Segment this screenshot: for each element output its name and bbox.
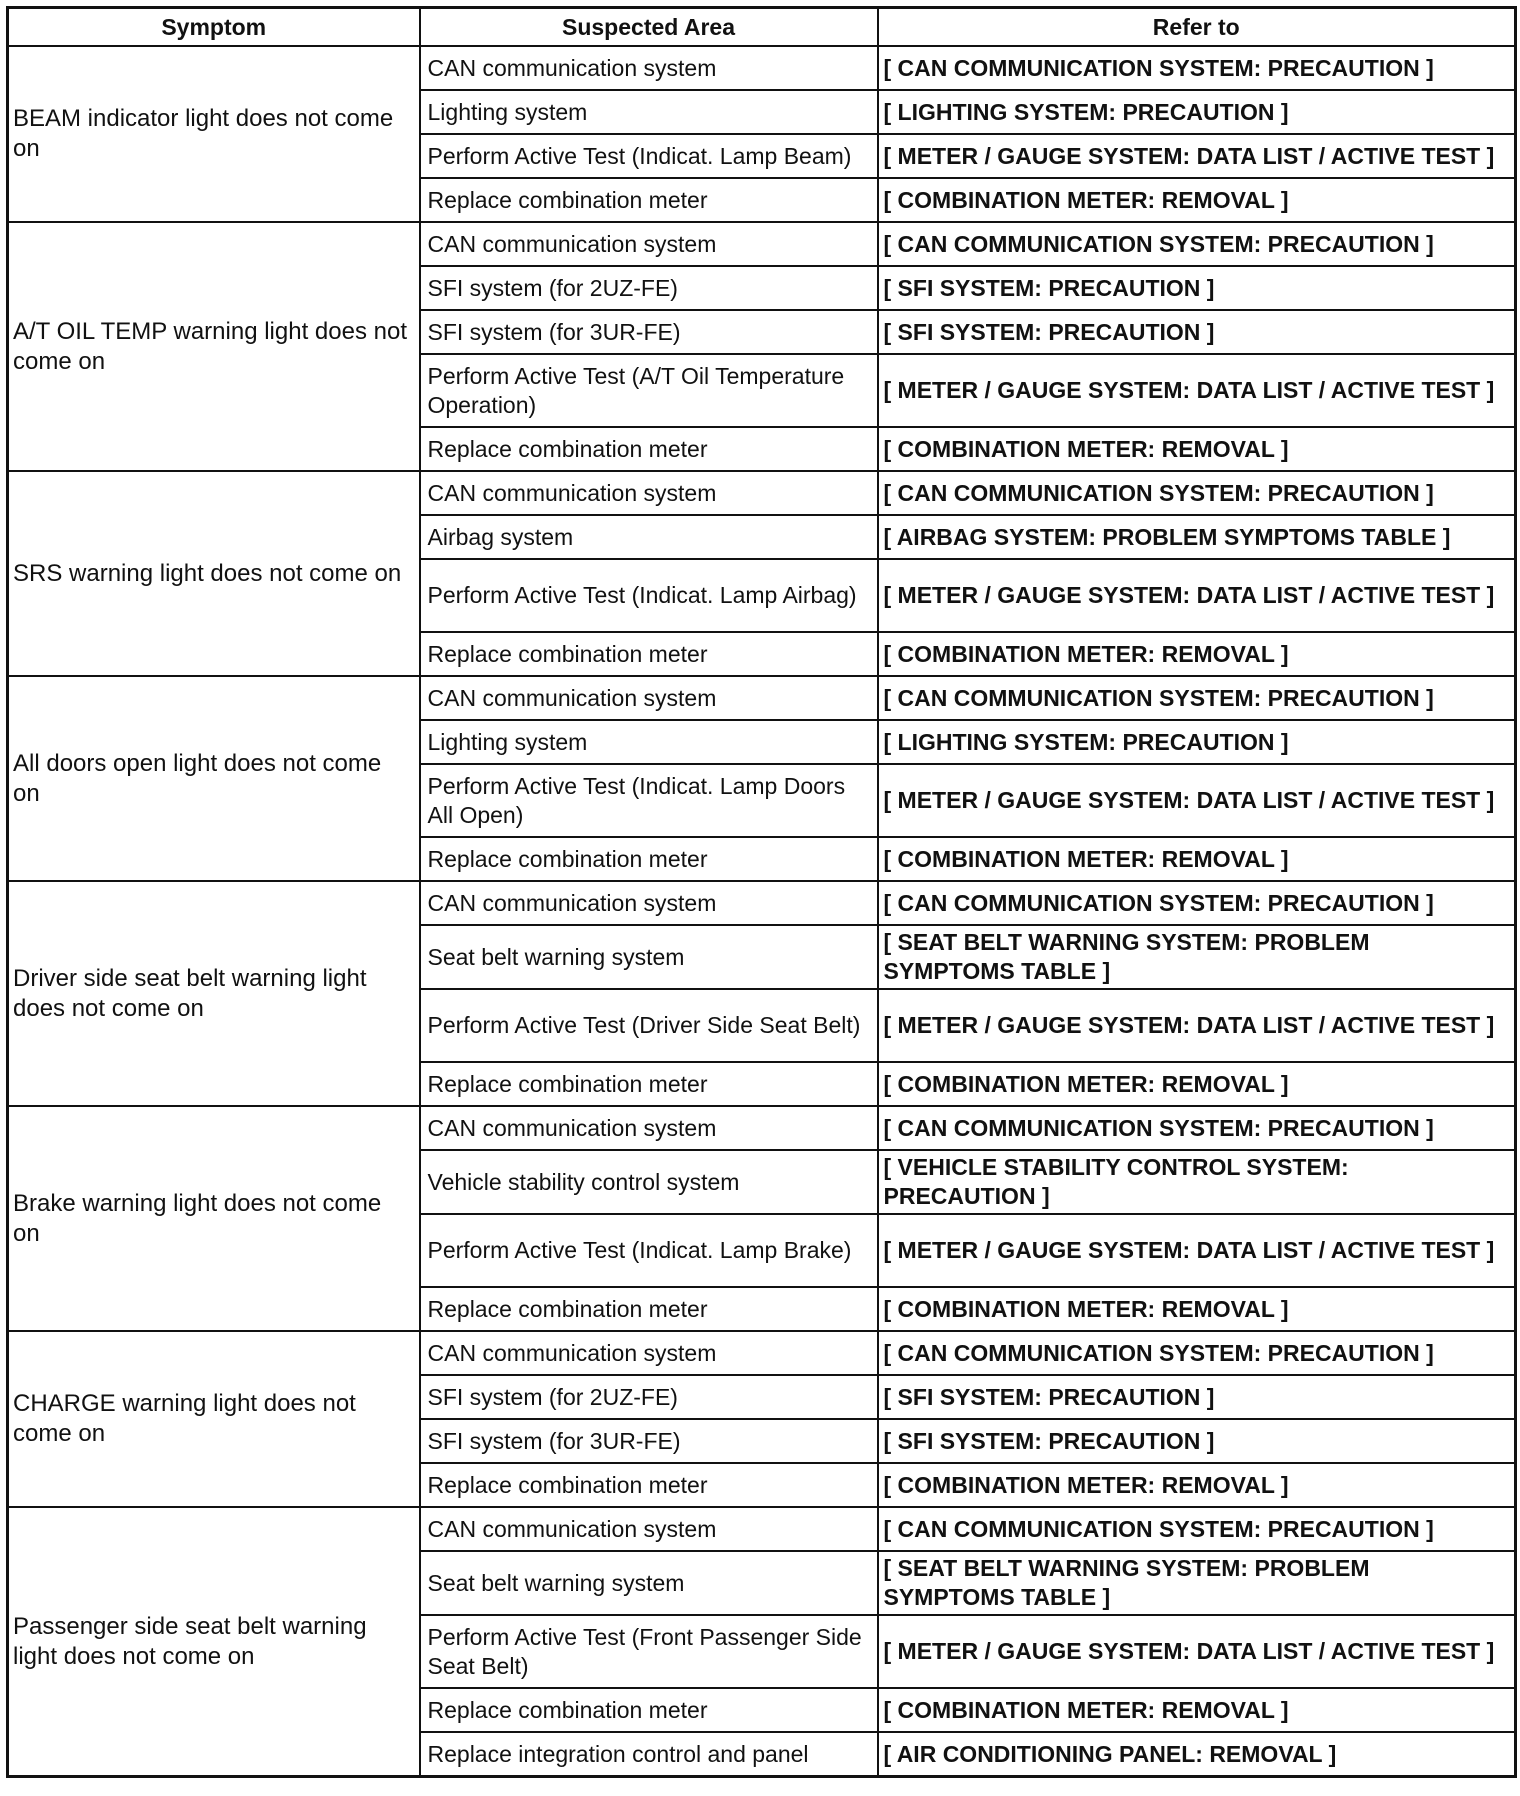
suspected-area-cell: Perform Active Test (Front Passenger Side Seat Belt)	[420, 1615, 878, 1688]
refer-to-link[interactable]: [ CAN COMMUNICATION SYSTEM: PRECAUTION ]	[878, 471, 1516, 515]
symptom-cell: All doors open light does not come on	[8, 676, 420, 881]
header-refer-to: Refer to	[878, 8, 1516, 47]
suspected-area-cell: Seat belt warning system	[420, 925, 878, 989]
suspected-area-cell: Replace combination meter	[420, 1062, 878, 1106]
suspected-area-cell: CAN communication system	[420, 1106, 878, 1150]
refer-to-link[interactable]: [ AIR CONDITIONING PANEL: REMOVAL ]	[878, 1732, 1516, 1777]
refer-to-link[interactable]: [ COMBINATION METER: REMOVAL ]	[878, 1463, 1516, 1507]
symptom-cell: BEAM indicator light does not come on	[8, 46, 420, 222]
suspected-area-cell: SFI system (for 2UZ-FE)	[420, 1375, 878, 1419]
refer-to-link[interactable]: [ COMBINATION METER: REMOVAL ]	[878, 427, 1516, 471]
suspected-area-cell: CAN communication system	[420, 1331, 878, 1375]
table-row	[8, 471, 1516, 515]
table-row	[8, 676, 1516, 720]
refer-to-link[interactable]: [ CAN COMMUNICATION SYSTEM: PRECAUTION ]	[878, 881, 1516, 925]
refer-to-link[interactable]: [ METER / GAUGE SYSTEM: DATA LIST / ACTIVE TEST ]	[878, 134, 1516, 178]
symptom-cell: A/T OIL TEMP warning light does not come on	[8, 222, 420, 471]
suspected-area-cell: Replace combination meter	[420, 837, 878, 881]
refer-to-link[interactable]: [ METER / GAUGE SYSTEM: DATA LIST / ACTIVE TEST ]	[878, 989, 1516, 1062]
symptom-cell: Brake warning light does not come on	[8, 1106, 420, 1331]
refer-to-link[interactable]: [ CAN COMMUNICATION SYSTEM: PRECAUTION ]	[878, 222, 1516, 266]
refer-to-link[interactable]: [ CAN COMMUNICATION SYSTEM: PRECAUTION ]	[878, 46, 1516, 90]
refer-to-link[interactable]: [ COMBINATION METER: REMOVAL ]	[878, 178, 1516, 222]
refer-to-link[interactable]: [ SFI SYSTEM: PRECAUTION ]	[878, 310, 1516, 354]
suspected-area-cell: Perform Active Test (Indicat. Lamp Brake)	[420, 1214, 878, 1287]
suspected-area-cell: Perform Active Test (Indicat. Lamp Airbag)	[420, 559, 878, 632]
refer-to-link[interactable]: [ COMBINATION METER: REMOVAL ]	[878, 632, 1516, 676]
suspected-area-cell: CAN communication system	[420, 471, 878, 515]
suspected-area-cell: Replace combination meter	[420, 632, 878, 676]
refer-to-link[interactable]: [ SFI SYSTEM: PRECAUTION ]	[878, 1419, 1516, 1463]
refer-to-link[interactable]: [ METER / GAUGE SYSTEM: DATA LIST / ACTIVE TEST ]	[878, 1214, 1516, 1287]
suspected-area-cell: CAN communication system	[420, 46, 878, 90]
refer-to-link[interactable]: [ SEAT BELT WARNING SYSTEM: PROBLEM SYMPTOMS TABLE ]	[878, 1551, 1516, 1615]
table-row	[8, 1106, 1516, 1150]
problem-symptoms-table	[6, 6, 1517, 1778]
symptom-cell: CHARGE warning light does not come on	[8, 1331, 420, 1507]
header-symptom: Symptom	[8, 8, 420, 47]
table-row	[8, 46, 1516, 90]
suspected-area-cell: CAN communication system	[420, 881, 878, 925]
refer-to-link[interactable]: [ LIGHTING SYSTEM: PRECAUTION ]	[878, 90, 1516, 134]
refer-to-link[interactable]: [ CAN COMMUNICATION SYSTEM: PRECAUTION ]	[878, 1507, 1516, 1551]
refer-to-link[interactable]: [ AIRBAG SYSTEM: PROBLEM SYMPTOMS TABLE ]	[878, 515, 1516, 559]
table-row	[8, 222, 1516, 266]
suspected-area-cell: SFI system (for 3UR-FE)	[420, 1419, 878, 1463]
symptom-cell: Driver side seat belt warning light does not come on	[8, 881, 420, 1106]
suspected-area-cell: CAN communication system	[420, 1507, 878, 1551]
suspected-area-cell: Seat belt warning system	[420, 1551, 878, 1615]
refer-to-link[interactable]: [ COMBINATION METER: REMOVAL ]	[878, 1688, 1516, 1732]
suspected-area-cell: Lighting system	[420, 720, 878, 764]
refer-to-link[interactable]: [ CAN COMMUNICATION SYSTEM: PRECAUTION ]	[878, 1106, 1516, 1150]
suspected-area-cell: Replace combination meter	[420, 1463, 878, 1507]
symptom-cell: Passenger side seat belt warning light does not come on	[8, 1507, 420, 1777]
refer-to-link[interactable]: [ COMBINATION METER: REMOVAL ]	[878, 1287, 1516, 1331]
refer-to-link[interactable]: [ SFI SYSTEM: PRECAUTION ]	[878, 266, 1516, 310]
suspected-area-cell: Vehicle stability control system	[420, 1150, 878, 1214]
suspected-area-cell: Replace integration control and panel	[420, 1732, 878, 1777]
header-row	[8, 8, 1516, 47]
refer-to-link[interactable]: [ METER / GAUGE SYSTEM: DATA LIST / ACTIVE TEST ]	[878, 1615, 1516, 1688]
refer-to-link[interactable]: [ METER / GAUGE SYSTEM: DATA LIST / ACTIVE TEST ]	[878, 354, 1516, 427]
suspected-area-cell: CAN communication system	[420, 676, 878, 720]
refer-to-link[interactable]: [ COMBINATION METER: REMOVAL ]	[878, 1062, 1516, 1106]
suspected-area-cell: SFI system (for 2UZ-FE)	[420, 266, 878, 310]
refer-to-link[interactable]: [ VEHICLE STABILITY CONTROL SYSTEM: PRECAUTION ]	[878, 1150, 1516, 1214]
table-body	[8, 46, 1516, 1777]
suspected-area-cell: Lighting system	[420, 90, 878, 134]
suspected-area-cell: SFI system (for 3UR-FE)	[420, 310, 878, 354]
table-row	[8, 1331, 1516, 1375]
header-suspected-area: Suspected Area	[420, 8, 878, 47]
suspected-area-cell: Replace combination meter	[420, 1287, 878, 1331]
suspected-area-cell: Perform Active Test (Indicat. Lamp Beam)	[420, 134, 878, 178]
table-row	[8, 881, 1516, 925]
refer-to-link[interactable]: [ SFI SYSTEM: PRECAUTION ]	[878, 1375, 1516, 1419]
suspected-area-cell: CAN communication system	[420, 222, 878, 266]
refer-to-link[interactable]: [ METER / GAUGE SYSTEM: DATA LIST / ACTIVE TEST ]	[878, 559, 1516, 632]
suspected-area-cell: Perform Active Test (Driver Side Seat Belt)	[420, 989, 878, 1062]
refer-to-link[interactable]: [ LIGHTING SYSTEM: PRECAUTION ]	[878, 720, 1516, 764]
suspected-area-cell: Airbag system	[420, 515, 878, 559]
suspected-area-cell: Perform Active Test (A/T Oil Temperature Operation)	[420, 354, 878, 427]
refer-to-link[interactable]: [ METER / GAUGE SYSTEM: DATA LIST / ACTIVE TEST ]	[878, 764, 1516, 837]
refer-to-link[interactable]: [ COMBINATION METER: REMOVAL ]	[878, 837, 1516, 881]
suspected-area-cell: Replace combination meter	[420, 1688, 878, 1732]
suspected-area-cell: Replace combination meter	[420, 178, 878, 222]
suspected-area-cell: Perform Active Test (Indicat. Lamp Doors All Open)	[420, 764, 878, 837]
suspected-area-cell: Replace combination meter	[420, 427, 878, 471]
refer-to-link[interactable]: [ SEAT BELT WARNING SYSTEM: PROBLEM SYMPTOMS TABLE ]	[878, 925, 1516, 989]
refer-to-link[interactable]: [ CAN COMMUNICATION SYSTEM: PRECAUTION ]	[878, 676, 1516, 720]
refer-to-link[interactable]: [ CAN COMMUNICATION SYSTEM: PRECAUTION ]	[878, 1331, 1516, 1375]
table-row	[8, 1507, 1516, 1551]
symptom-cell: SRS warning light does not come on	[8, 471, 420, 676]
